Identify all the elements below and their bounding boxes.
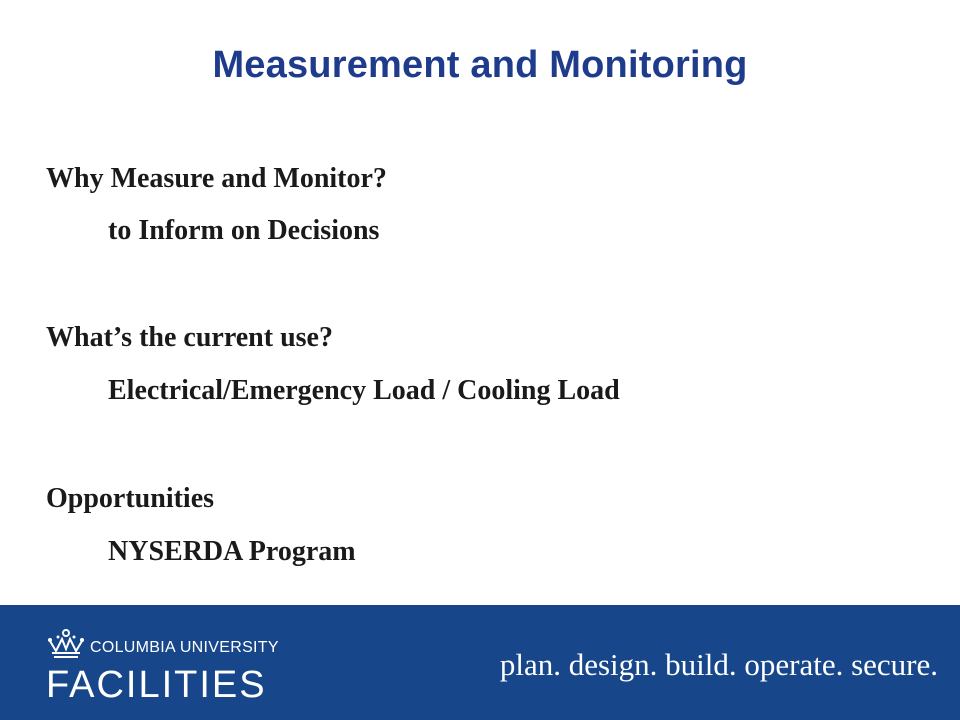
bullet-heading-opportunities: Opportunities	[46, 483, 215, 514]
bullet-sub-nyserda: NYSERDA Program	[108, 536, 356, 567]
bullet-heading-current-use: What’s the current use?	[46, 322, 333, 353]
crown-icon	[46, 629, 86, 663]
department-name: FACILITIES	[46, 664, 267, 706]
bullet-heading-why: Why Measure and Monitor?	[46, 163, 387, 194]
slide-title: Measurement and Monitoring	[212, 44, 748, 86]
university-name: COLUMBIA UNIVERSITY	[90, 639, 279, 656]
footer-tagline: plan. design. build. operate. secure.	[499, 647, 938, 682]
university-logo	[46, 623, 286, 708]
footer-banner	[0, 605, 960, 720]
bullet-sub-inform: to Inform on Decisions	[108, 215, 380, 246]
bullet-sub-loads: Electrical/Emergency Load / Cooling Load	[108, 375, 620, 406]
